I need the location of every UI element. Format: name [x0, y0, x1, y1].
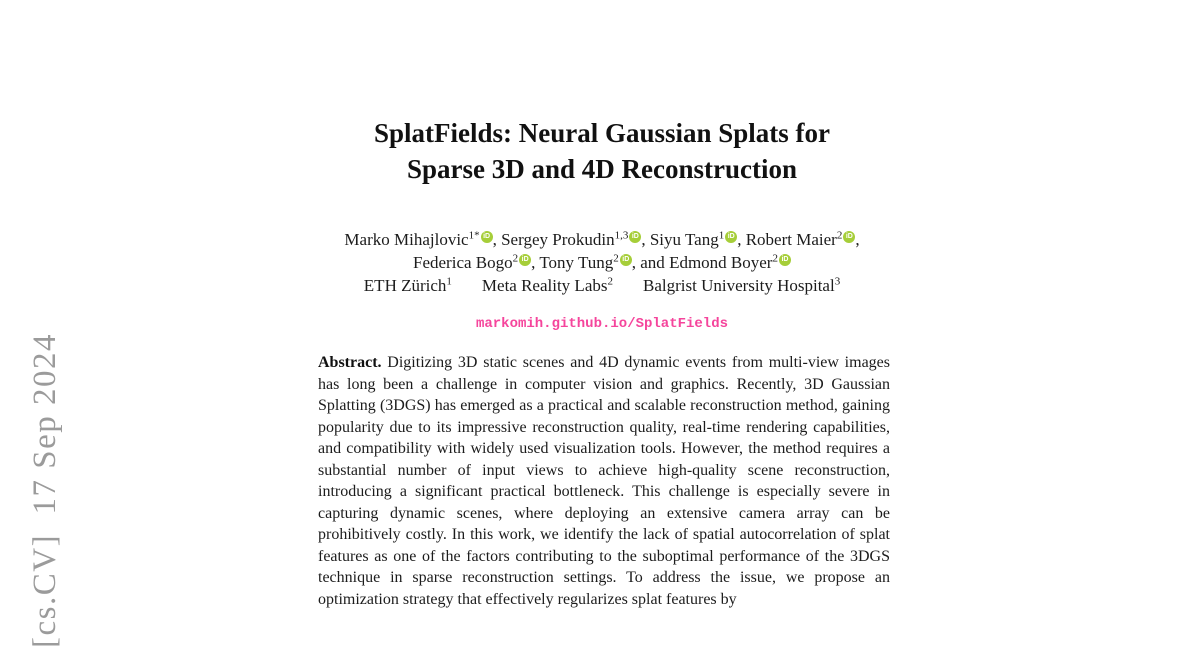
orcid-icon-label: iD — [521, 256, 529, 264]
abstract — [318, 352, 890, 610]
orcid-icon[interactable] — [779, 254, 791, 266]
orcid-icon[interactable] — [725, 231, 737, 243]
author-separator: , — [531, 253, 540, 272]
abstract-text: Digitizing 3D static scenes and 4D dynamic events from multi-view images has long been a challenge in computer vision and graphics. Recently, 3D Gaussian Splatting (3DGS) has emerged as a practical and scalable reconstruction method, gaining popularity due to its impressive reconstruction quality, real-time rendering capabilities, and compatibility with widely used visualization tools. However, the method requires a substantial number of input views to achieve high-quality scene reconstruction, introducing a significant practical bottleneck. This challenge is especially severe in capturing dynamic scenes, where deploying an extensive camera array can be prohibitively costly. In this work, we identify the lack of spatial autocorrelation of splat features as one of the factors contributing to the suboptimal performance of the 3DGS technique in sparse reconstruction settings. To address the issue, we propose an optimization strategy that effectively regularizes splat features by — [318, 354, 891, 608]
author-separator: , — [492, 230, 502, 249]
abstract-label: Abstract. — [318, 354, 382, 371]
author-separator: , and — [631, 253, 670, 272]
affiliation-sup: 1 — [446, 275, 452, 288]
project-link-row — [250, 314, 954, 332]
author-sup: 1 — [718, 229, 725, 242]
affiliation — [643, 276, 840, 295]
author — [413, 253, 539, 272]
author-sup: 2 — [836, 229, 843, 242]
author-sup: 2 — [613, 252, 619, 265]
orcid-icon-label: iD — [781, 256, 789, 264]
orcid-icon-label: iD — [631, 233, 639, 241]
author — [746, 230, 860, 249]
author-name: Siyu Tang — [649, 230, 719, 249]
arxiv-sidebar-stamp: [cs.CV] 17 Sep 2024 — [27, 332, 63, 648]
orcid-icon[interactable] — [620, 254, 632, 266]
orcid-icon[interactable] — [629, 231, 641, 243]
affiliation-name: ETH Zürich — [363, 276, 447, 295]
author-name: Sergey Prokudin — [501, 230, 615, 249]
orcid-icon-label: iD — [727, 233, 735, 241]
affiliation — [482, 276, 613, 295]
project-link[interactable]: markomih.github.io/SplatFields — [475, 316, 729, 332]
author-separator: , — [641, 230, 650, 249]
author-sup: 1,3 — [614, 229, 629, 242]
paper-title-line1: SplatFields: Neural Gaussian Splats for — [373, 118, 831, 148]
author-name: Robert Maier — [745, 230, 837, 249]
affiliation-sup: 2 — [607, 275, 613, 288]
paper-title-line2: Sparse 3D and 4D Reconstruction — [406, 154, 797, 184]
author — [501, 230, 650, 249]
author-name: Edmond Boyer — [669, 253, 773, 272]
author-name: Tony Tung — [539, 253, 614, 272]
authors-block — [200, 228, 1004, 297]
affiliations-line — [200, 274, 1004, 297]
affiliation — [364, 276, 452, 295]
author — [669, 253, 791, 272]
paper-title — [250, 115, 954, 187]
orcid-icon-label: iD — [845, 233, 853, 241]
orcid-icon-label: iD — [483, 233, 491, 241]
author — [650, 230, 746, 249]
author-line-2 — [200, 251, 1004, 274]
orcid-icon-label: iD — [622, 256, 630, 264]
orcid-icon[interactable] — [481, 231, 493, 243]
author-name: Marko Mihajlovic — [344, 230, 469, 249]
author — [539, 253, 669, 272]
orcid-icon[interactable] — [519, 254, 531, 266]
author-separator: , — [855, 230, 860, 249]
author-sup: 2 — [512, 252, 519, 265]
affiliation-name: Meta Reality Labs — [481, 276, 608, 295]
author-sup: 2 — [772, 252, 778, 265]
author-separator: , — [737, 230, 746, 249]
author-line-1 — [200, 228, 1004, 251]
author — [344, 230, 501, 249]
affiliation-sup: 3 — [834, 275, 841, 288]
orcid-icon[interactable] — [843, 231, 855, 243]
author-sup: 1* — [468, 229, 480, 242]
author-name: Federica Bogo — [413, 253, 513, 272]
affiliation-name: Balgrist University Hospital — [642, 276, 835, 295]
